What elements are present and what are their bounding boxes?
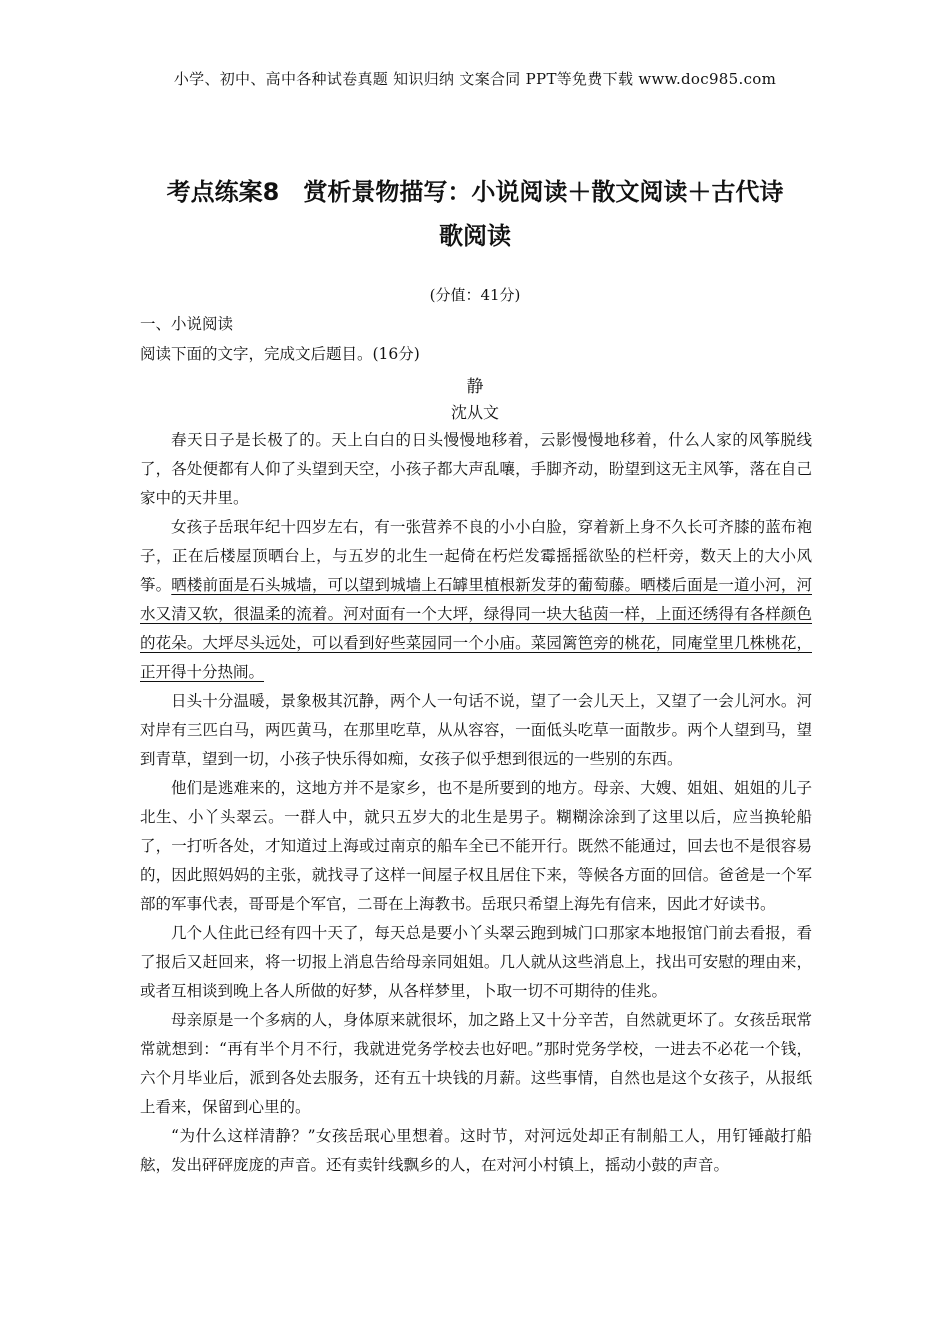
- paragraph-2-plain: 女孩子岳珉年纪十四岁左右，有一张营养不良的小小白脸，穿着新上身不久长可齐膝的蓝布袍子，正在后楼屋顶晒台上，与五岁的北生一起倚在朽烂发霉摇摇欲坠的栏杆旁，数天上的大小风筝。: [140, 518, 812, 594]
- title-line-2: 歌阅读: [439, 222, 511, 250]
- score-note: (分值：41分): [429, 286, 521, 304]
- story-body: [140, 426, 812, 1180]
- paragraph-4: 他们是逃难来的，这地方并不是家乡，也不是所要到的地方。母亲、大嫂、姐姐、姐姐的儿子北生、小丫头翠云。一群人中，就只五岁大的北生是男子。糊糊涂涂到了这里以后，应当换轮船了，一打听各处，才知道过上海或过南京的船车全已不能开行。既然不能通过，回去也不是很容易的，因此照妈妈的主张，就找寻了这样一间屋子权且居住下来，等候各方面的回信。爸爸是一个军部的军事代表，哥哥是个军官，二哥在上海教书。岳珉只希望上海先有信来，因此才好读书。: [140, 779, 812, 913]
- page-header: 小学、初中、高中各种试卷真题 知识归纳 文案合同 PPT等免费下载 www.doc985.com: [173, 70, 777, 88]
- title-line-1: 考点练案8 赏析景物描写：小说阅读＋散文阅读＋古代诗: [166, 178, 784, 206]
- section-heading: 一、小说阅读: [140, 315, 234, 333]
- story-author: 沈从文: [450, 403, 499, 422]
- paragraph-6: 母亲原是一个多病的人，身体原来就很坏，加之路上又十分辛苦，自然就更坏了。女孩岳珉常常就想到：“再有半个月不行，我就进党务学校去也好吧。”那时党务学校，一进去不必花一个钱，六个月毕业后，派到各处去服务，还有五十块钱的月薪。这些事情，自然也是这个女孩子，从报纸上看来，保留到心里的。: [140, 1011, 812, 1116]
- page-title: [140, 170, 810, 258]
- paragraph-1: 春天日子是长极了的。天上白白的日头慢慢地移着，云影慢慢地移着，什么人家的风筝脱线了，各处便都有人仰了头望到天空，小孩子都大声乱嚷，手脚齐动，盼望到这无主风筝，落在自己家中的天井里。: [140, 431, 812, 507]
- paragraph-7: “为什么这样清静？”女孩岳珉心里想着。这时节，对河远处却正有制船工人，用钉锤敲打船舷，发出砰砰庞庞的声音。还有卖针线飘乡的人，在对河小村镇上，摇动小鼓的声音。: [140, 1127, 812, 1174]
- underlined-passage: 晒楼前面是石头城墙，可以望到城墙上石罅里植根新发芽的葡萄藤。晒楼后面是一道小河，河水又清又软，很温柔的流着。河对面有一个大坪，绿得同一块大毡茵一样，上面还绣得有各样颜色的花朵。大坪尽头远处，可以看到好些菜园同一个小庙。菜园篱笆旁的桃花，同庵堂里几株桃花，正开得十分热闹。: [140, 576, 812, 681]
- story-title: 静: [466, 377, 484, 397]
- paragraph-5: 几个人住此已经有四十天了，每天总是要小丫头翠云跑到城门口那家本地报馆门前去看报，看了报后又赶回来，将一切报上消息告给母亲同姐姐。几人就从这些消息上，找出可安慰的理由来，或者互相谈到晚上各人所做的好梦，从各样梦里，卜取一切不可期待的佳兆。: [140, 924, 812, 1000]
- paragraph-2: [140, 513, 812, 687]
- section-instruction: 阅读下面的文字，完成文后题目。(16分): [140, 345, 420, 363]
- paragraph-3: 日头十分温暖，景象极其沉静，两个人一句话不说，望了一会儿天上，又望了一会儿河水。河对岸有三匹白马，两匹黄马，在那里吃草，从从容容，一面低头吃草一面散步。两个人望到马，望到青草，望到一切，小孩子快乐得如痴，女孩子似乎想到很远的一些别的东西。: [140, 692, 812, 768]
